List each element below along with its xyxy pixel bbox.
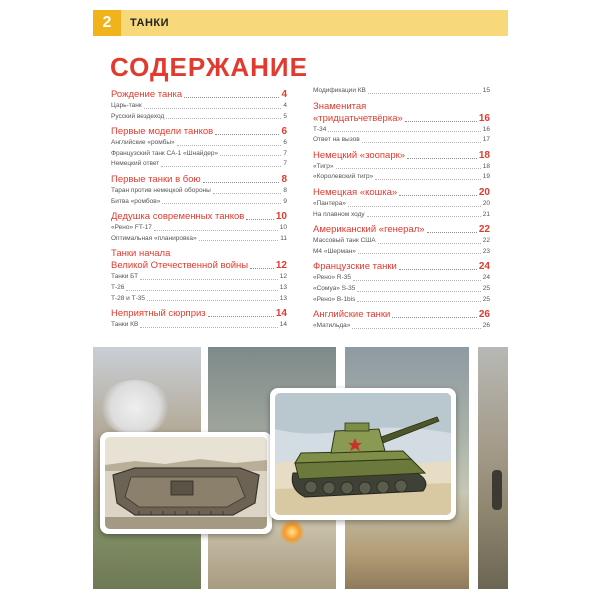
toc-page-number: 12 (279, 273, 287, 281)
toc-entry-title: Французский танк СА-1 «Шнайдер» (111, 149, 219, 157)
toc-dot-leader (357, 291, 480, 292)
toc-chapter-entry[interactable] (111, 174, 287, 186)
toc-heading-line: Знаменитая (313, 100, 367, 112)
toc-chapter-entry[interactable] (111, 89, 287, 101)
toc-subsection-entry[interactable] (111, 272, 287, 283)
toc-subsection-entry[interactable] (313, 247, 490, 258)
toc-chapter-entry[interactable] (313, 261, 490, 273)
toc-dot-leader (392, 317, 477, 318)
toc-dot-leader (399, 195, 477, 196)
toc-title: СОДЕРЖАНИЕ (110, 52, 308, 82)
toc-dot-leader (336, 168, 481, 169)
toc-page-number: 5 (283, 112, 287, 120)
toc-subsection-entry[interactable] (111, 234, 287, 245)
toc-subsection-entry[interactable] (111, 138, 287, 149)
toc-subsection-entry[interactable] (313, 172, 490, 183)
toc-entry-title: Немецкий ответ (111, 160, 160, 168)
toc-page-number: 6 (283, 139, 287, 147)
toc-entry-title: Американский «генерал» (313, 224, 425, 236)
toc-subsection-entry[interactable] (111, 186, 287, 197)
toc-dot-leader (140, 327, 277, 328)
toc-page-number: 25 (482, 284, 490, 292)
toc-dot-leader (427, 232, 477, 233)
toc-entry-title: Рождение танка (111, 89, 183, 100)
toc-subsection-entry[interactable] (313, 321, 490, 332)
toc-entry-title: Неприятный сюрприз (111, 308, 206, 320)
toc-entry-title: Английские «ромбы» (111, 139, 175, 147)
toc-dot-leader (147, 300, 278, 301)
toc-dot-leader (184, 97, 279, 98)
toc-page-number: 8 (281, 173, 287, 185)
toc-dot-leader (358, 253, 481, 254)
toc-entry-title: Английские танки (313, 309, 391, 321)
toc-dot-leader (203, 182, 280, 183)
toc-page-number: 19 (482, 173, 490, 181)
toc-subsection-entry[interactable] (111, 112, 287, 123)
toc-dot-leader (378, 243, 481, 244)
page-number: 2 (93, 10, 121, 36)
toc-entry-title: Модификации КВ (313, 87, 366, 94)
toc-page-number: 18 (482, 162, 490, 170)
toc-dot-leader (250, 268, 274, 269)
toc-page-number: 14 (279, 321, 287, 329)
toc-subsection-entry[interactable] (111, 149, 287, 160)
toc-entry-title: «Сомуа» S-35 (313, 284, 356, 292)
toc-page-number: 8 (283, 186, 287, 194)
toc-dot-leader (177, 145, 282, 146)
toc-dot-leader (348, 206, 481, 207)
toc-subsection-entry[interactable] (313, 125, 490, 136)
toc-subsection-entry[interactable] (313, 284, 490, 295)
toc-subsection-entry[interactable] (111, 283, 287, 294)
toc-page-number: 21 (482, 210, 490, 218)
toc-dot-leader (199, 240, 279, 241)
toc-entry-title: Таран против немецкой обороны (111, 186, 211, 194)
toc-entry-title: Танки БТ (111, 273, 139, 281)
toc-chapter-entry[interactable] (111, 126, 287, 138)
toc-entry-title: На плавном ходу (313, 210, 365, 218)
toc-page-number: 26 (482, 322, 490, 330)
toc-dot-leader (375, 179, 481, 180)
toc-entry-title: Массовый танк США (313, 237, 376, 245)
toc-entry-title: Царь-танк (111, 102, 142, 109)
smoke-cloud (100, 380, 170, 435)
toc-dot-leader (154, 230, 278, 231)
toc-subsection-entry[interactable] (111, 320, 287, 331)
toc-page-number: 7 (283, 160, 287, 168)
toc-subsection-entry[interactable] (111, 294, 287, 305)
toc-heading-line: Танки начала (111, 248, 171, 260)
toc-subsection-entry[interactable] (313, 135, 490, 146)
toc-page-number: 7 (283, 149, 287, 157)
toc-dot-leader (213, 193, 282, 194)
toc-left-column (111, 89, 287, 331)
toc-chapter-entry[interactable] (313, 187, 490, 199)
toc-subsection-entry[interactable] (313, 236, 490, 247)
explosion-fire (280, 520, 304, 544)
toc-dot-leader (246, 219, 274, 220)
toc-entry-title: Танки КВ (111, 321, 139, 329)
toc-page-number: 15 (482, 87, 490, 94)
toc-entry-title: Дедушка современных танков (111, 211, 245, 223)
battlefield-photo-soldier (478, 347, 508, 589)
toc-page-number: 18 (478, 149, 490, 161)
toc-entry-title: «Рено» R-35 (313, 274, 351, 282)
toc-subsection-entry[interactable] (111, 101, 287, 112)
toc-entry-title: М4 «Шерман» (313, 247, 356, 255)
soldier-figure (492, 470, 502, 510)
toc-subsection-entry[interactable] (313, 86, 490, 97)
toc-dot-leader (162, 203, 281, 204)
toc-entry-title: Ответ на вызов (313, 136, 360, 144)
toc-entry-title: Оптимальная «планировка» (111, 234, 197, 242)
toc-chapter-entry[interactable] (313, 113, 490, 125)
toc-entry-title: «Тигр» (313, 162, 334, 170)
toc-chapter-entry[interactable] (313, 224, 490, 236)
toc-entry-title: «Рено» FT-17 (111, 224, 152, 232)
toc-subsection-entry[interactable] (313, 273, 490, 284)
toc-dot-leader (367, 216, 481, 217)
toc-dot-leader (357, 301, 480, 302)
toc-entry-title: Великой Отечественной войны (111, 260, 249, 272)
mark-i-tank-sketch-card (100, 432, 272, 534)
toc-page-number: 23 (482, 247, 490, 255)
toc-dot-leader (405, 121, 477, 122)
toc-subsection-entry[interactable] (313, 162, 490, 173)
section-title: ТАНКИ (130, 17, 170, 29)
toc-page-number: 13 (279, 294, 287, 302)
toc-page-number: 22 (478, 224, 490, 236)
toc-chapter-entry[interactable] (111, 211, 287, 223)
toc-chapter-entry[interactable] (111, 260, 287, 272)
mark-i-tank-sketch (105, 437, 267, 529)
toc-right-column (313, 86, 490, 332)
toc-chapter-entry[interactable] (313, 150, 490, 162)
toc-page-number: 9 (283, 197, 287, 205)
toc-page-number: 24 (482, 274, 490, 282)
toc-dot-leader (166, 118, 281, 119)
toc-entry-title: Первые модели танков (111, 126, 214, 138)
toc-entry-title: Русский вездеход (111, 112, 165, 120)
toc-page-number: 4 (283, 102, 287, 109)
toc-page-number: 16 (478, 112, 490, 124)
toc-entry-title: Т-26 (111, 283, 125, 291)
toc-page-number: 25 (482, 295, 490, 303)
toc-subsection-entry[interactable] (313, 199, 490, 210)
toc-page-number: 26 (478, 309, 490, 321)
toc-dot-leader (220, 155, 281, 156)
toc-entry-title: Немецкий «зоопарк» (313, 149, 406, 161)
toc-entry-title: «Королевский тигр» (313, 173, 374, 181)
toc-page-number: 10 (279, 224, 287, 232)
t-26-tank-painting (275, 393, 451, 515)
toc-page-number: 6 (281, 126, 287, 138)
toc-dot-leader (407, 158, 477, 159)
toc-dot-leader (126, 290, 277, 291)
toc-page-number: 10 (275, 211, 287, 223)
toc-page-number: 20 (478, 186, 490, 198)
toc-entry-title: «Матильда» (313, 322, 351, 330)
toc-dot-leader (215, 134, 279, 135)
toc-entry-title: «тридцатьчетвёрка» (313, 112, 403, 124)
toc-page-number: 14 (275, 308, 287, 320)
toc-dot-leader (399, 269, 477, 270)
toc-page-number: 22 (482, 237, 490, 245)
toc-dot-leader (362, 142, 481, 143)
toc-entry-title: Немецкая «кошка» (313, 186, 398, 198)
toc-page-number: 17 (482, 136, 490, 144)
toc-entry-title: Т-28 и Т-35 (111, 294, 145, 302)
toc-dot-leader (144, 108, 282, 109)
toc-page-number: 13 (279, 283, 287, 291)
toc-entry-title: Первые танки в бою (111, 173, 201, 185)
toc-page-number: 11 (280, 234, 287, 242)
toc-subsection-entry[interactable] (313, 210, 490, 221)
toc-dot-leader (352, 328, 480, 329)
toc-subsection-entry[interactable] (111, 159, 287, 170)
toc-dot-leader (208, 316, 274, 317)
toc-subsection-entry[interactable] (111, 197, 287, 208)
toc-subsection-entry[interactable] (111, 223, 287, 234)
toc-dot-leader (161, 166, 281, 167)
toc-page-number: 16 (482, 125, 490, 133)
toc-entry-title: «Рено» B-1bis (313, 295, 356, 303)
toc-page-number: 4 (281, 89, 287, 100)
toc-entry-title: Французские танки (313, 261, 397, 273)
toc-dot-leader (368, 93, 481, 94)
toc-dot-leader (140, 279, 278, 280)
t-26-tank-painting-card (270, 388, 456, 520)
toc-subsection-entry[interactable] (313, 295, 490, 306)
toc-page-number: 24 (478, 261, 490, 273)
toc-chapter-entry[interactable] (111, 308, 287, 320)
toc-chapter-entry[interactable] (313, 309, 490, 321)
toc-dot-leader (353, 280, 481, 281)
toc-page-number: 12 (275, 260, 287, 272)
toc-entry-title: Битва «ромбов» (111, 197, 161, 205)
toc-page-number: 20 (482, 199, 490, 207)
toc-entry-title: Т-34 (313, 125, 327, 133)
toc-dot-leader (328, 131, 480, 132)
toc-entry-title: «Пантера» (313, 199, 346, 207)
